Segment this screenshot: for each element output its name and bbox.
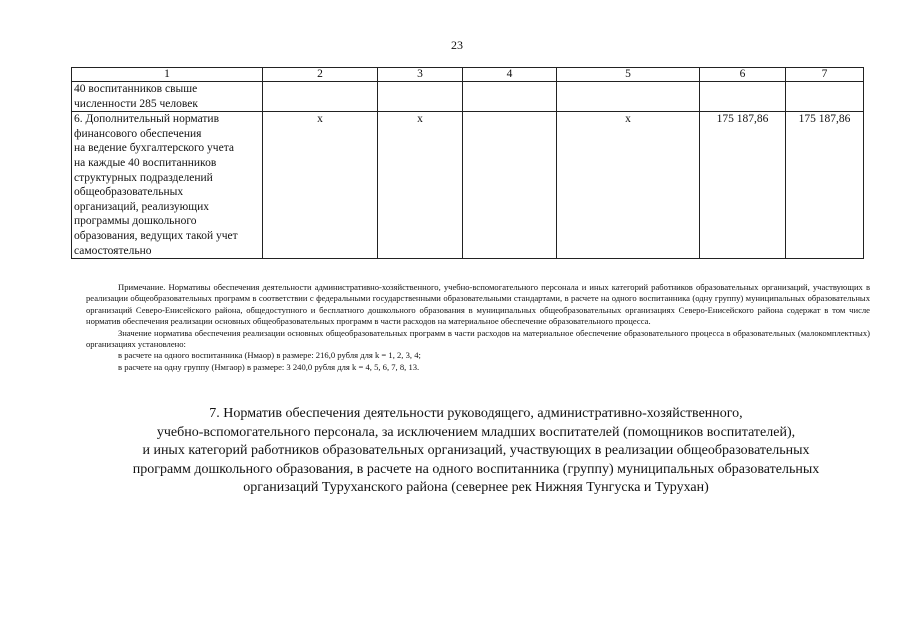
section-heading-line: учебно-вспомогательного персонала, за исключением младших воспитателей (помощников воспитателей), <box>156 424 796 440</box>
row-label-line: организаций, реализующих <box>74 200 209 213</box>
header-cell: 6 <box>700 68 786 82</box>
header-cell: 7 <box>786 68 864 82</box>
section-heading-line: 7. Норматив обеспечения деятельности руководящего, административно-хозяйственного, <box>209 406 743 421</box>
note-item: в расчете на одного воспитанника (Нмаор) в размере: 216,0 рубля для k = 1, 2, 3, 4; <box>118 350 421 361</box>
page-number: 23 <box>451 38 463 52</box>
table-cell <box>378 82 463 112</box>
row-label-line: самостоятельно <box>74 244 152 257</box>
table-cell <box>786 82 864 112</box>
header-cell: 3 <box>378 68 463 82</box>
note-paragraph: Значение норматива обеспечения реализации основных общеобразовательных программ в части расходов на материальное обеспечение образовательного процесса в образовательных (малокомплектных) организациях установлено: <box>86 327 870 350</box>
header-cell: 1 <box>72 68 263 82</box>
table-row <box>72 112 864 259</box>
section-heading <box>80 405 872 498</box>
note-item: в расчете на одну группу (Нмгаор) в размере: 3 240,0 рубля для k = 4, 5, 6, 7, 8, 13. <box>118 361 420 372</box>
row-label-line: численности 285 человек <box>74 97 198 110</box>
table-cell <box>557 82 700 112</box>
table-cell <box>463 82 557 112</box>
note-block <box>86 282 870 373</box>
row-label-line: на ведение бухгалтерского учета <box>74 142 234 155</box>
section-heading-line: организаций Туруханского района (севернее рек Нижняя Тунгуска и Турухан) <box>243 480 709 496</box>
row-label-line: программы дошкольного <box>74 215 197 228</box>
row-label-cell <box>72 82 263 112</box>
table-cell: x <box>557 112 700 259</box>
section-heading-line: и иных категорий работников образовательных организаций, участвующих в реализации общеобразовательных <box>142 443 810 459</box>
table-row <box>72 82 864 112</box>
row-label-line: 6. Дополнительный норматив <box>74 113 220 126</box>
table-cell: x <box>378 112 463 259</box>
header-cell: 4 <box>463 68 557 82</box>
row-label-line: 40 воспитанников свыше <box>74 83 198 95</box>
row-label-line: на каждые 40 воспитанников <box>74 156 217 169</box>
norms-table <box>71 67 864 259</box>
row-label-line: структурных подразделений <box>74 171 213 184</box>
row-label-line: общеобразовательных <box>74 186 184 199</box>
table-header-row <box>72 68 864 82</box>
table-cell: x <box>263 112 378 259</box>
table-cell <box>463 112 557 259</box>
row-label-line: финансового обеспечения <box>74 127 202 140</box>
table-cell <box>700 82 786 112</box>
header-cell: 2 <box>263 68 378 82</box>
note-paragraph: Примечание. Нормативы обеспечения деятельности административно-хозяйственного, учебно-вспомогательного персонала и иных категорий работников образовательных организаций, участвующих в реализации общеобразовательных программ в соответствии с федеральными государственными образовательными стандартами, в расчете на одного воспитанника (одну группу) муниципальных образовательных организаций Северо-Енисейского района, общедоступного и бесплатного дошкольного образования в муниципальных общеобразовательных организациях Северо-Енисейского района содержат в том числе норматив обеспечения реализации основных общеобразовательных программ в части расходов на материальное обеспечение образовательного процесса. <box>86 282 870 327</box>
table-cell <box>263 82 378 112</box>
table-cell: 175 187,86 <box>700 112 786 259</box>
header-cell: 5 <box>557 68 700 82</box>
row-label-line: образования, ведущих такой учет <box>74 229 238 242</box>
row-label-cell <box>72 112 263 259</box>
table-cell: 175 187,86 <box>786 112 864 259</box>
section-heading-line: программ дошкольного образования, в расчете на одного воспитанника (группу) муниципальных образовательных <box>132 461 820 477</box>
